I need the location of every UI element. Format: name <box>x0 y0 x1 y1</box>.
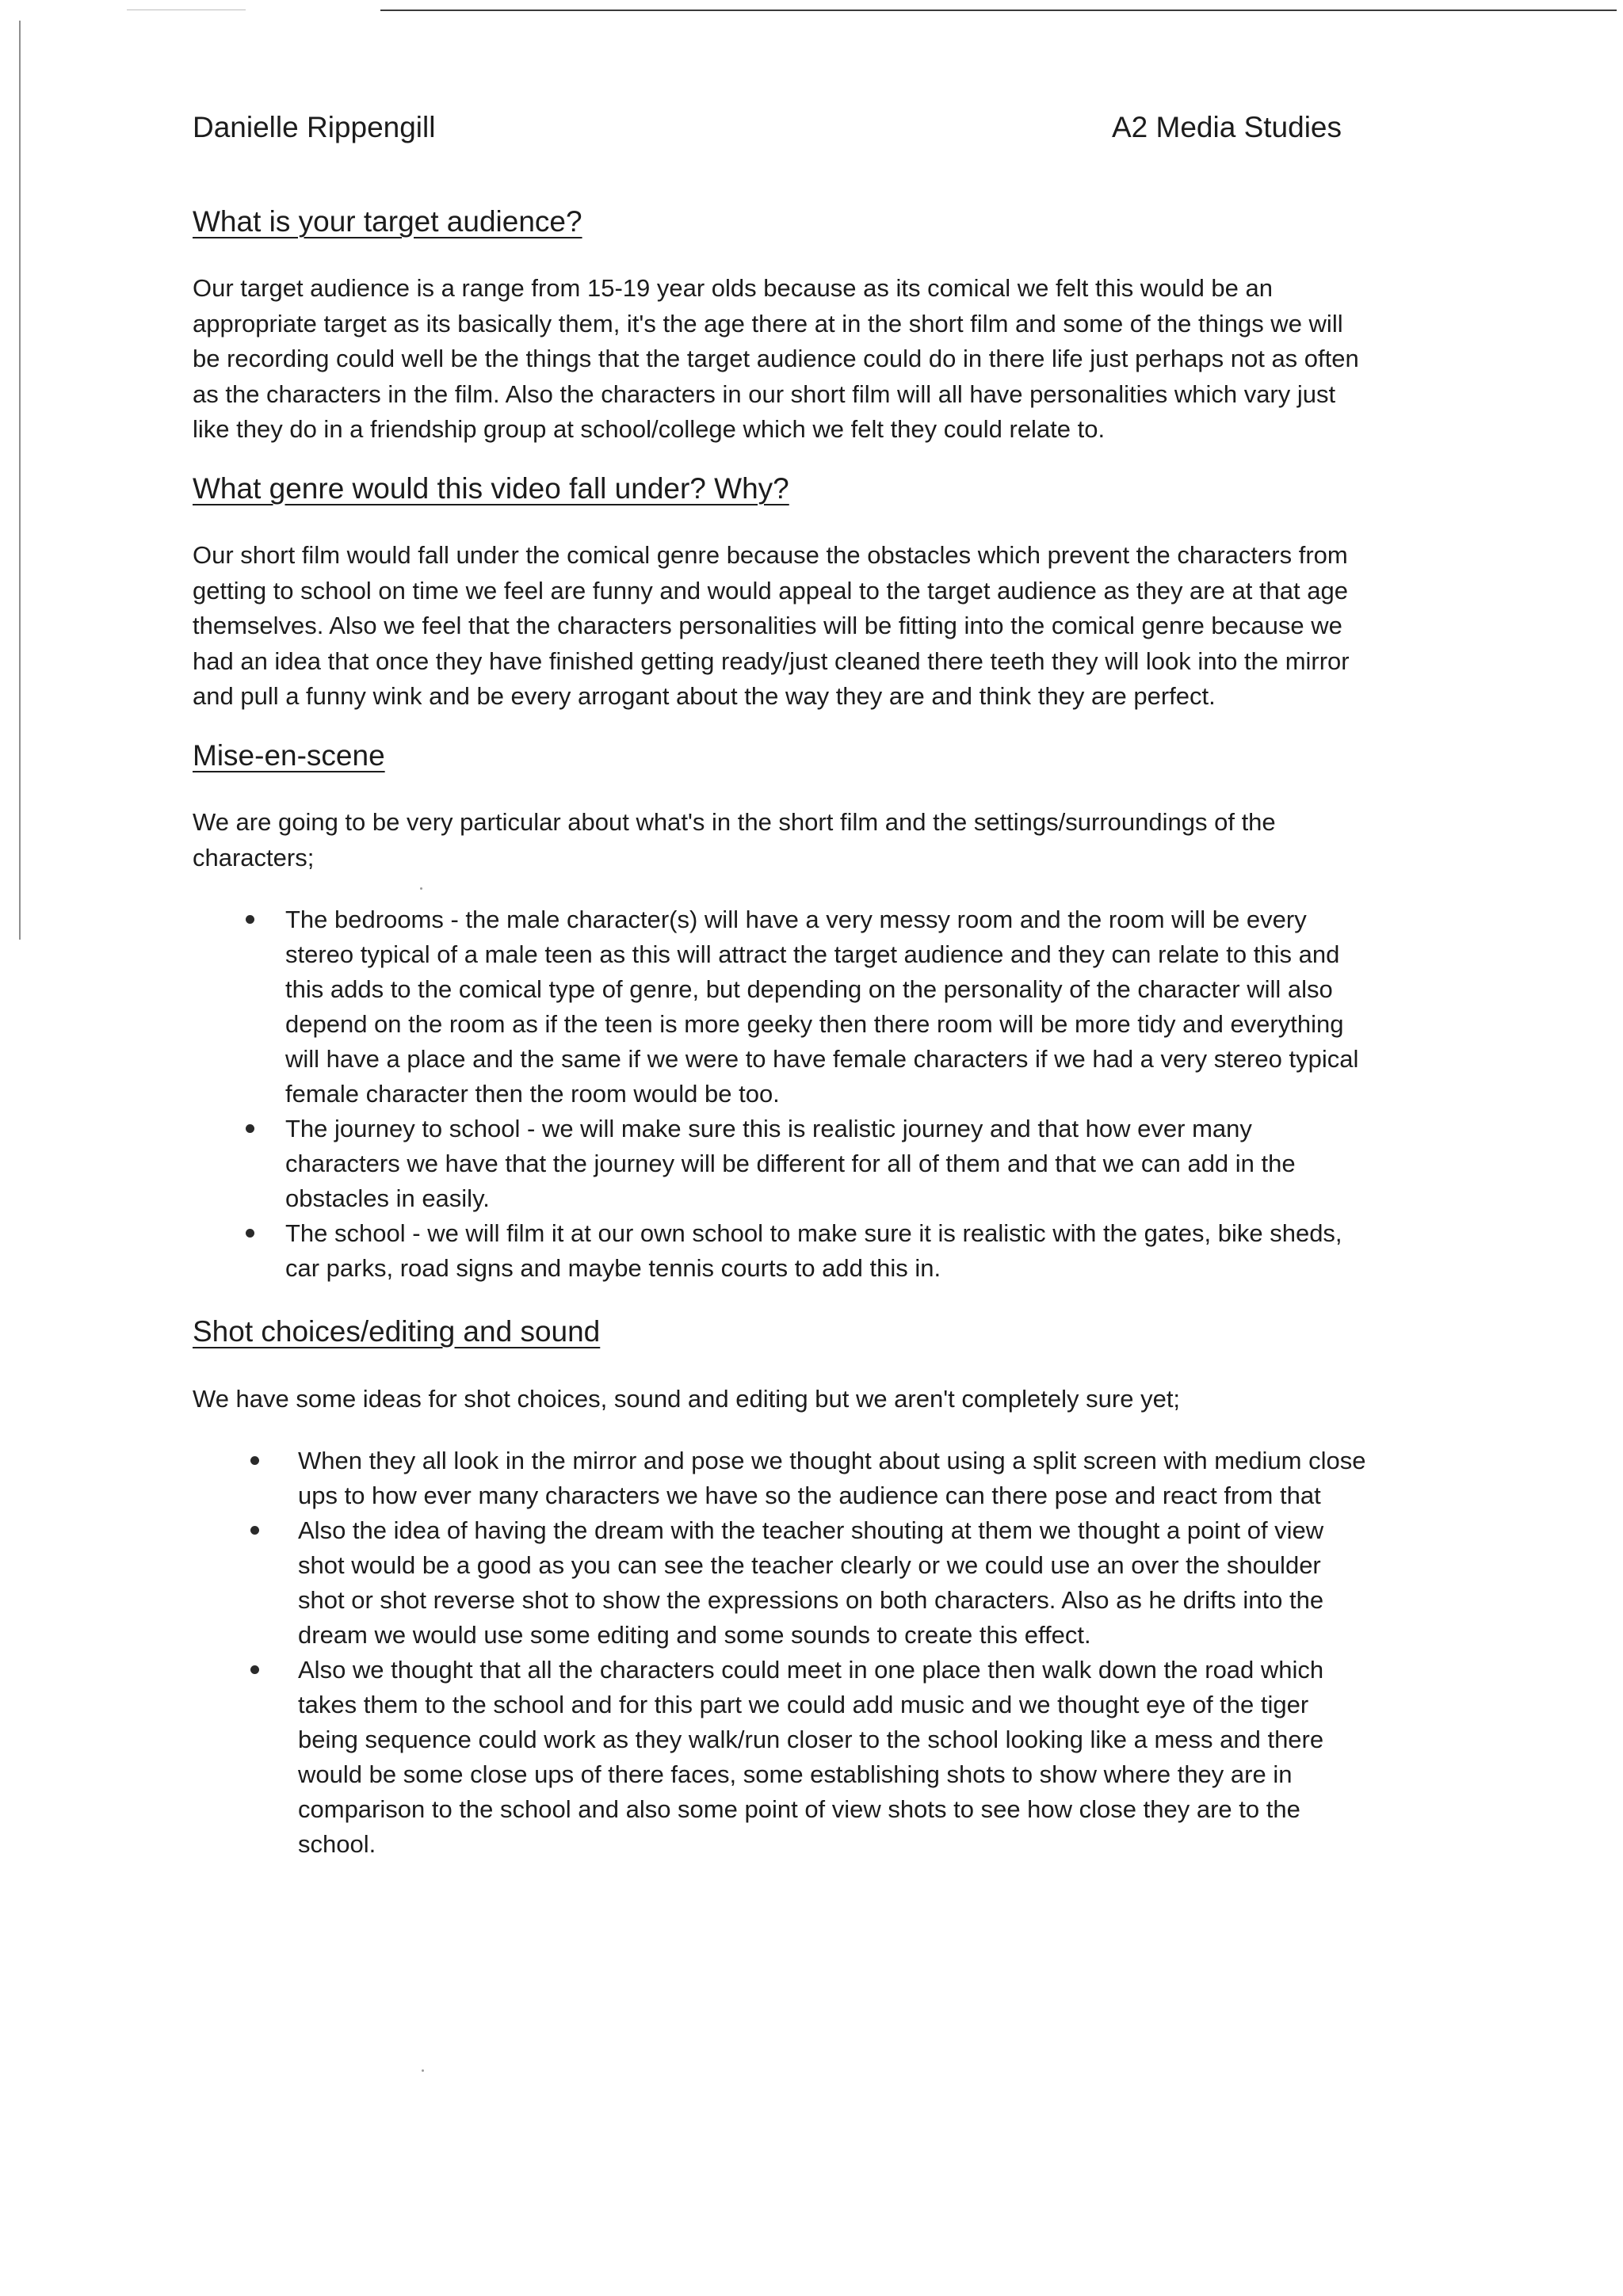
list-item-text: Also the idea of having the dream with the teacher shouting at them we thought a point of view shot would be a good as you can see the teacher clearly or we could use an over the shoulder shot or shot reverse shot to show the expressions on both characters. Also as he drifts into the dream we would use some editing and some sounds to create this effect. <box>298 1516 1324 1650</box>
bullet-list <box>193 902 1373 1286</box>
section-heading: What genre would this video fall under? Why? <box>193 471 789 505</box>
list-item <box>193 1444 1373 1513</box>
scan-edge-top <box>380 10 1617 11</box>
section-heading: Shot choices/editing and sound <box>193 1315 601 1348</box>
document-body <box>193 204 1373 1890</box>
section-paragraph: We have some ideas for shot choices, sound and editing but we aren't completely sure yet; <box>193 1384 1181 1413</box>
list-item <box>193 1216 1373 1286</box>
section-heading: Mise-en-scene <box>193 738 385 772</box>
bullet-icon <box>246 1229 254 1238</box>
list-item-text: The school - we will film it at our own school to make sure it is realistic with the gates, bike sheds, car parks, road signs and maybe tennis courts to add this in. <box>285 1219 1342 1283</box>
list-item-text: The bedrooms - the male character(s) will have a very messy room and the room will be every stereo typical of a male teen as this will attract the target audience and they can relate to this and this adds to the comical type of genre, but depending on the personality of the character will also depend on the room as if the teen is more geeky then there room will be more tidy and everything will have a place and the same if we were to have female characters if we had a very stereo typical female character then the room would be too. <box>285 906 1359 1108</box>
section-paragraph: Our target audience is a range from 15-19 year olds because as its comical we felt this would be an appropriate target as its basically them, it's the age there at in the short film and some of the things we will be recording could well be the things that the target audience could do in there life just perhaps not as often as the characters in the film. Also the characters in our short film will all have personalities which vary just like they do in a friendship group at school/college which we felt they could relate to. <box>193 274 1359 444</box>
list-item <box>193 1653 1373 1862</box>
section-shot-choices <box>193 1314 1373 1862</box>
bullet-icon <box>246 1124 254 1133</box>
bullet-icon <box>250 1665 259 1674</box>
scan-edge-left <box>19 21 21 940</box>
section-paragraph: Our short film would fall under the comical genre because the obstacles which prevent the characters from getting to school on time we feel are funny and would appeal to the target audience as they are at that age themselves. Also we feel that the characters personalities will be fitting into the comical genre because we had an idea that once they have finished getting ready/just cleaned there teeth they will look into the mirror and pull a funny wink and be every arrogant about the way they are and think they are perfect. <box>193 541 1350 711</box>
section-paragraph: We are going to be very particular about what's in the short film and the settings/surroundings of the characters; <box>193 808 1276 871</box>
section-heading: What is your target audience? <box>193 205 582 238</box>
section-target-audience <box>193 204 1373 448</box>
scan-speck <box>420 887 422 890</box>
bullet-icon <box>250 1526 259 1535</box>
section-mise-en-scene <box>193 738 1373 1286</box>
list-item-text: Also we thought that all the characters could meet in one place then walk down the road which takes them to the school and for this part we could add music and we thought eye of the tiger being sequence could work as they walk/run closer to the school looking like a mess and there would be some close ups of there faces, some establishing shots to show where they are in comparison to the school and also some point of view shots to see how close they are to the school. <box>298 1656 1324 1859</box>
bullet-icon <box>246 915 254 924</box>
section-genre <box>193 471 1373 715</box>
list-item <box>193 1112 1373 1216</box>
scan-speck <box>422 2069 424 2072</box>
course-name: A2 Media Studies <box>1111 111 1342 143</box>
bullet-icon <box>250 1456 259 1465</box>
list-item <box>193 902 1373 1112</box>
author-name: Danielle Rippengill <box>193 111 436 143</box>
list-item-text: The journey to school - we will make sure this is realistic journey and that how ever many characters we have that the journey will be different for all of them and that we can add in the obstacles in easily. <box>285 1115 1296 1213</box>
document-header <box>193 111 1342 144</box>
list-item-text: When they all look in the mirror and pose we thought about using a split screen with medium close ups to how ever many characters we have so the audience can there pose and react from that <box>298 1447 1366 1510</box>
list-item <box>193 1513 1373 1653</box>
bullet-list <box>193 1444 1373 1862</box>
